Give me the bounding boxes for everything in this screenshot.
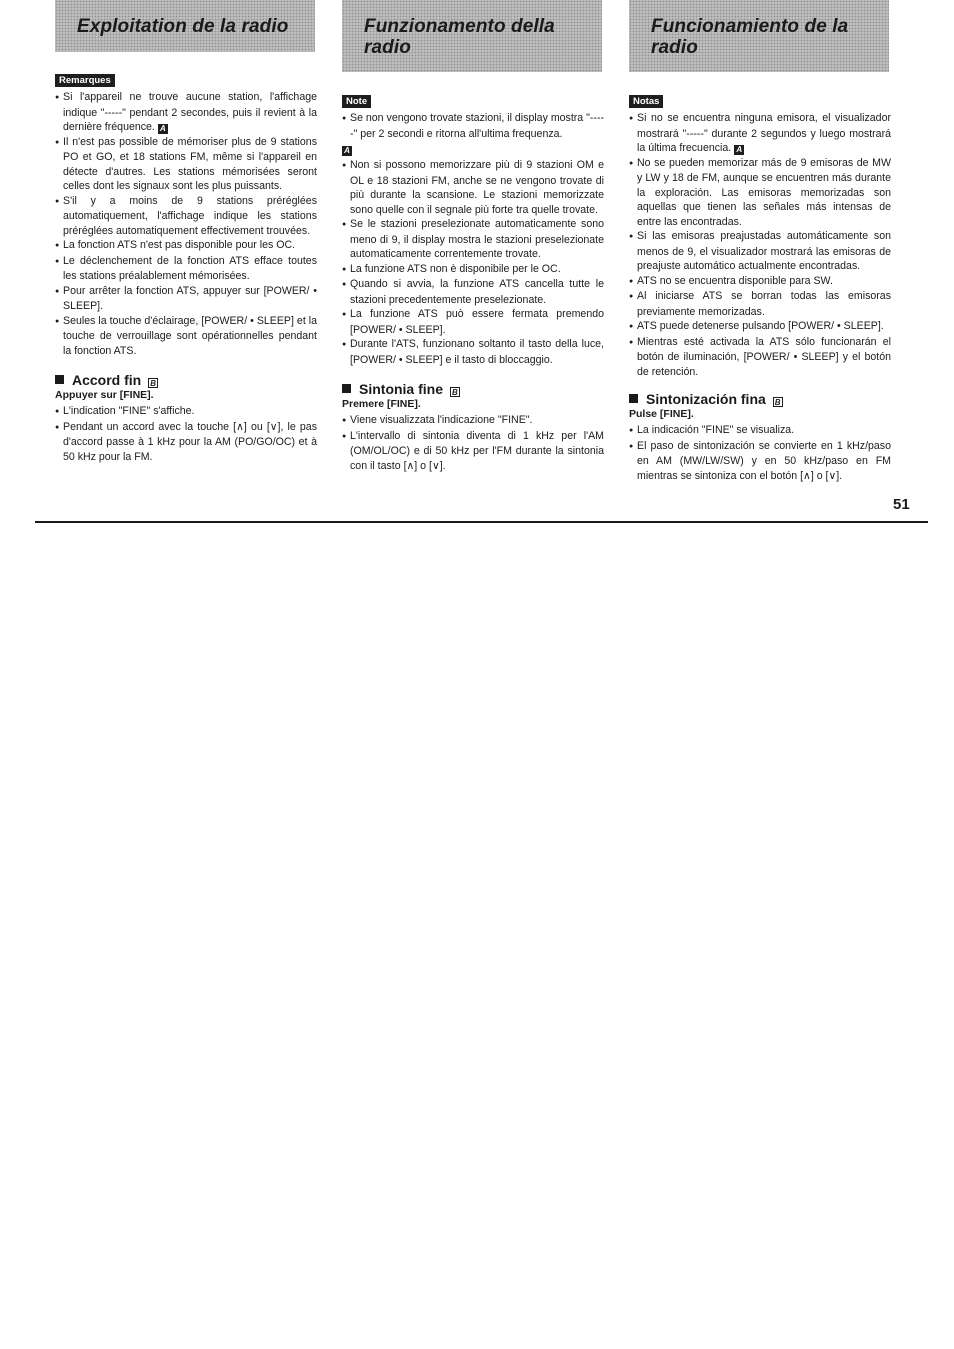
list-item: ● ATS puede detenerse pulsando [POWER/ • SLEEP].	[629, 319, 891, 335]
ref-a-icon: A	[158, 124, 168, 134]
list-item: ● No se pueden memorizar más de 9 emisoras de MW y LW y 18 de FM, aunque se encuentren más durante la exploración. Las emisoras memorizadas son aquellas que tienen las señales más intensas de entre las encontradas.	[629, 156, 891, 230]
remarks-label: Remarques	[55, 74, 115, 87]
section-title: Exploitation de la radio	[77, 16, 289, 37]
ref-b-icon: B	[450, 387, 460, 397]
list-item: ● S'il y a moins de 9 stations préréglées automatiquement, l'affichage indique les stations préréglées automatiquement effectivement trouvées.	[55, 194, 317, 239]
divider	[35, 521, 928, 523]
square-bullet-icon	[55, 375, 64, 384]
list-item: ● La funzione ATS non è disponibile per le OC.	[342, 262, 604, 278]
list-item: ● L'intervallo di sintonia diventa di 1 kHz per l'AM (OM/OL/OC) e di 50 kHz per l'FM durante la sintonia con il tasto [∧] o [∨].	[342, 429, 604, 474]
list-item: ● Si l'appareil ne trouve aucune station, l'affichage indique "-----" pendant 2 secondes, puis il revient à la dernière fréquence. A	[55, 90, 317, 135]
list-item: ● Seules la touche d'éclairage, [POWER/ • SLEEP] et la touche de verrouillage sont opérationnelles pendant la fonction ATS.	[55, 314, 317, 359]
notes-list	[342, 111, 604, 141]
remarks-list	[55, 90, 317, 358]
square-bullet-icon	[629, 394, 638, 403]
section-banner	[342, 0, 602, 72]
section-banner	[629, 0, 889, 72]
ref-b-icon: B	[148, 378, 158, 388]
notes-label: Notas	[629, 95, 663, 108]
list-item: ● L'indication "FINE" s'affiche.	[55, 404, 317, 420]
page-number: 51	[893, 496, 910, 513]
notes-list-continued	[342, 158, 604, 367]
ref-line	[342, 141, 604, 156]
list-item: ● Si las emisoras preajustadas automáticamente son menos de 9, el visualizador mostrará las emisoras de preajuste automático actualmente encontradas.	[629, 229, 891, 274]
fine-heading: Accord fin B	[55, 372, 317, 388]
list-item: ● Al iniciarse ATS se borran todas las emisoras previamente memorizadas.	[629, 289, 891, 319]
section-title: Funcionamiento de la radio	[651, 16, 849, 58]
ref-b-icon: B	[773, 397, 783, 407]
press-instruction: Pulse [FINE].	[629, 408, 694, 420]
column-italian	[342, 0, 604, 473]
fine-list	[342, 413, 604, 473]
list-item: ● Mientras esté activada la ATS sólo funcionarán el botón de iluminación, [POWER/ • SLEEP] y el botón de retención.	[629, 335, 891, 380]
fine-heading: Sintonia fine B	[342, 381, 604, 397]
column-french	[55, 0, 317, 464]
list-item: ● Le déclenchement de la fonction ATS efface toutes les stations préalablement mémorisées.	[55, 254, 317, 284]
section-title: Funzionamento della radio	[364, 16, 555, 58]
notes-label: Note	[342, 95, 371, 108]
section-banner	[55, 0, 315, 52]
list-item: ● Se le stazioni preselezionate automaticamente sono meno di 9, il display mostra le stazioni preselezionate automaticamente correntemente trovate.	[342, 217, 604, 262]
list-item: ● Non si possono memorizzare più di 9 stazioni OM e OL e 18 stazioni FM, anche se ne vengono trovate di più durante la scansione. Le stazioni memorizzate sono quelle con il segnale più forte tra quelle trovate.	[342, 158, 604, 217]
list-item: ● El paso de sintonización se convierte en 1 kHz/paso en AM (MW/LW/SW) y en 50 kHz/paso en FM mientras se sintoniza con el botón [∧] o [∨].	[629, 439, 891, 484]
list-item: ● ATS no se encuentra disponible para SW.	[629, 274, 891, 290]
fine-heading: Sintonización fina B	[629, 391, 891, 407]
ref-a-icon: A	[734, 145, 744, 155]
list-item: ● Durante l'ATS, funzionano soltanto il tasto della luce, [POWER/ • SLEEP] e il tasto di bloccaggio.	[342, 337, 604, 367]
list-item: ● Si no se encuentra ninguna emisora, el visualizador mostrará "-----" durante 2 segundos y luego mostrará la última frecuencia. A	[629, 111, 891, 156]
ref-a-icon: A	[342, 146, 352, 156]
list-item: ● Pendant un accord avec la touche [∧] ou [∨], le pas d'accord passe à 1 kHz pour la AM (PO/GO/OC) et à 50 kHz pour la FM.	[55, 420, 317, 465]
fine-list	[55, 404, 317, 464]
list-item: ● La funzione ATS può essere fermata premendo [POWER/ • SLEEP].	[342, 307, 604, 337]
column-spanish	[629, 0, 891, 483]
list-item: ● Il n'est pas possible de mémoriser plus de 9 stations PO et GO, et 18 stations FM, même si l'appareil en détecte d'autres. Les stations mémorisées seront celles dont les signaux sont les plus puissants.	[55, 135, 317, 194]
list-item: ● La fonction ATS n'est pas disponible pour les OC.	[55, 238, 317, 254]
list-item: ● Viene visualizzata l'indicazione "FINE".	[342, 413, 604, 429]
square-bullet-icon	[342, 384, 351, 393]
notes-list	[629, 111, 891, 379]
press-instruction: Premere [FINE].	[342, 398, 421, 410]
list-item: ● Pour arrêter la fonction ATS, appuyer sur [POWER/ • SLEEP].	[55, 284, 317, 314]
fine-list	[629, 423, 891, 483]
list-item: ● Quando si avvia, la funzione ATS cancella tutte le stazioni precedentemente preselezionate.	[342, 277, 604, 307]
press-instruction: Appuyer sur [FINE].	[55, 389, 154, 401]
list-item: ● La indicación "FINE" se visualiza.	[629, 423, 891, 439]
list-item: ● Se non vengono trovate stazioni, il display mostra "-----" per 2 secondi e ritorna all'ultima frequenza.	[342, 111, 604, 141]
